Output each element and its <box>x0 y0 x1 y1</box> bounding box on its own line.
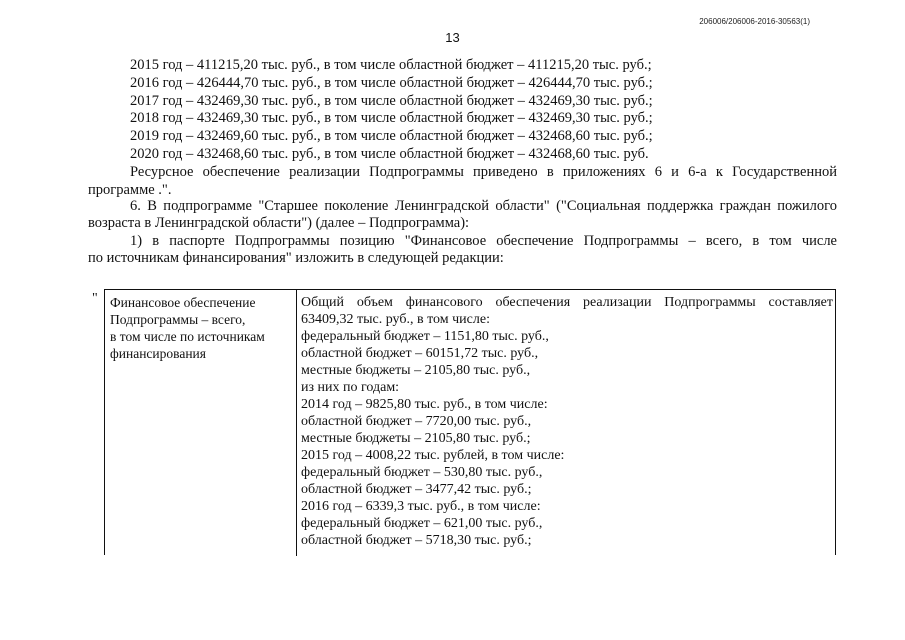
opening-quote-mark: " <box>92 291 98 306</box>
table-cell-line: местные бюджеты – 2105,80 тыс. руб.; <box>301 431 531 446</box>
resource-paragraph-line: программе .". <box>88 182 172 198</box>
funding-year-line: 2019 год – 432469,60 тыс. руб., в том числе областной бюджет – 432468,60 тыс. руб.; <box>130 128 653 144</box>
item6-paragraph-line: возраста в Ленинградской области") (далее – Подпрограмма): <box>88 215 470 231</box>
table-column-divider <box>296 290 297 556</box>
table-cell-line: 2016 год – 6339,3 тыс. руб., в том числе: <box>301 499 541 514</box>
table-cell-position <box>110 294 292 362</box>
table-cell-line: 63409,32 тыс. руб., в том числе: <box>301 312 490 327</box>
table-cell-line: Финансовое обеспечение <box>110 295 256 310</box>
table-cell-line: федеральный бюджет – 621,00 тыс. руб., <box>301 516 543 531</box>
funding-year-line: 2016 год – 426444,70 тыс. руб., в том числе областной бюджет – 426444,70 тыс. руб.; <box>130 75 653 91</box>
table-cell-line: областной бюджет – 5718,30 тыс. руб.; <box>301 533 532 548</box>
table-cell-line: федеральный бюджет – 530,80 тыс. руб., <box>301 465 543 480</box>
table-cell-line: из них по годам: <box>301 380 400 395</box>
table-cell-line: областной бюджет – 7720,00 тыс. руб., <box>301 414 532 429</box>
funding-table <box>104 289 836 555</box>
table-cell-line: федеральный бюджет – 1151,80 тыс. руб., <box>301 329 549 344</box>
funding-year-line: 2017 год – 432469,30 тыс. руб., в том числе областной бюджет – 432469,30 тыс. руб.; <box>130 93 653 109</box>
resource-paragraph-line: Ресурсное обеспечение реализации Подпрограммы приведено в приложениях 6 и 6-а к Государственной <box>130 164 837 180</box>
table-cell-line: Подпрограммы – всего, <box>110 312 246 327</box>
table-cell-line: областной бюджет – 60151,72 тыс. руб., <box>301 346 539 361</box>
table-cell-line: в том числе по источникам <box>110 329 265 344</box>
table-cell-line: 2014 год – 9825,80 тыс. руб., в том числе: <box>301 397 548 412</box>
table-cell-line: 2015 год – 4008,22 тыс. рублей, в том числе: <box>301 448 565 463</box>
table-cell-line: областной бюджет – 3477,42 тыс. руб.; <box>301 482 532 497</box>
table-cell-line: Общий объем финансового обеспечения реализации Подпрограммы составляет <box>301 295 833 310</box>
document-id: 206006/206006-2016-30563(1) <box>699 17 810 26</box>
table-cell-line: местные бюджеты – 2105,80 тыс. руб., <box>301 363 531 378</box>
table-cell-content <box>301 294 833 549</box>
page-number: 13 <box>445 30 460 45</box>
item6-paragraph-line: 6. В подпрограмме "Старшее поколение Ленинградской области" ("Социальная поддержка граждан пожилого <box>130 198 837 214</box>
funding-year-line: 2015 год – 411215,20 тыс. руб., в том числе областной бюджет – 411215,20 тыс. руб.; <box>130 57 652 73</box>
table-cell-line: финансирования <box>110 346 206 361</box>
funding-year-line: 2020 год – 432468,60 тыс. руб., в том числе областной бюджет – 432468,60 тыс. руб. <box>130 146 649 162</box>
funding-year-line: 2018 год – 432469,30 тыс. руб., в том числе областной бюджет – 432469,30 тыс. руб.; <box>130 110 653 126</box>
item1-paragraph-line: 1) в паспорте Подпрограммы позицию "Финансовое обеспечение Подпрограммы – всего, в том числе <box>130 233 837 249</box>
item1-paragraph-line: по источникам финансирования" изложить в следующей редакции: <box>88 250 504 266</box>
